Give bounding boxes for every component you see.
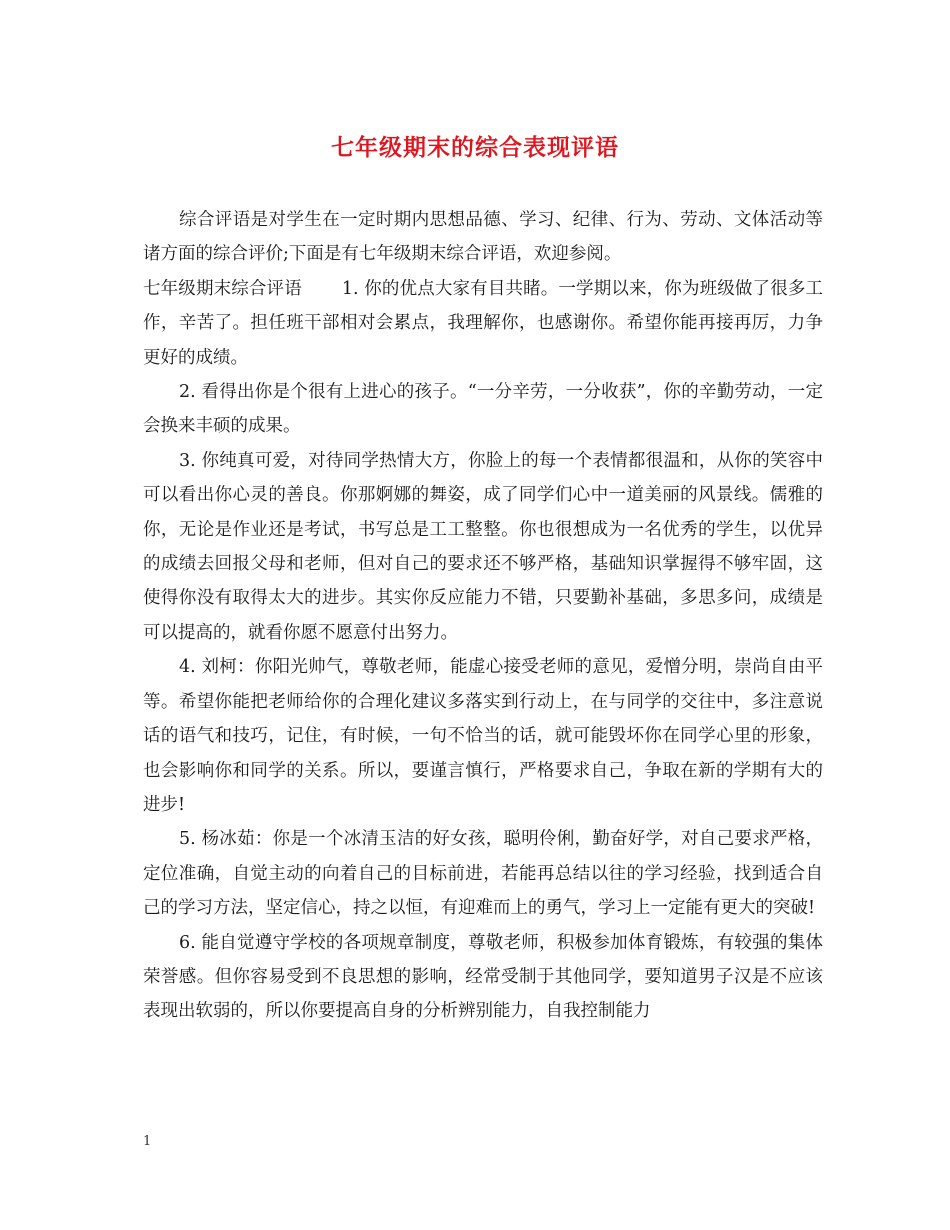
document-title: 七年级期末的综合表现评语 xyxy=(331,134,619,161)
document-body xyxy=(143,203,823,1029)
comment-item-2: 2. 看得出你是个很有上进心的孩子。“一分辛劳，一分收获”，你的辛勤劳动，一定会换来丰硕的成果。 xyxy=(143,382,823,437)
intro-paragraph: 综合评语是对学生在一定时期内思想品德、学习、纪律、行为、劳动、文体活动等诸方面的综合评价;下面是有七年级期末综合评语，欢迎参阅。 xyxy=(143,210,823,265)
comment-item-6: 6. 能自觉遵守学校的各项规章制度，尊敬老师，积极参加体育锻炼，有较强的集体荣誉感。但你容易受到不良思想的影响，经常受制于其他同学，要知道男子汉是不应该表现出软弱的，所以你要提高自身的分析辨别能力，自我控制能力 xyxy=(143,932,823,1022)
comment-item-4: 4. 刘柯：你阳光帅气，尊敬老师，能虚心接受老师的意见，爱憎分明，崇尚自由平等。希望你能把老师给你的合理化建议多落实到行动上，在与同学的交往中，多注意说话的语气和技巧，记住，有时候，一句不恰当的话，就可能毁坏你在同学心里的形象，也会影响你和同学的关系。所以，要谨言慎行，严格要求自己，争取在新的学期有大的进步! xyxy=(143,657,823,815)
comment-item-1: 1. 你的优点大家有目共睹。一学期以来，你为班级做了很多工作，辛苦了。担任班干部相对会累点，我理解你，也感谢你。希望你能再接再厉，力争更好的成绩。 xyxy=(143,278,824,368)
page-number: 1 xyxy=(143,1134,152,1149)
section-label: 七年级期末综合评语 xyxy=(143,278,302,299)
first-item-paragraph xyxy=(143,272,823,375)
comment-item-3: 3. 你纯真可爱，对待同学热情大方，你脸上的每一个表情都很温和，从你的笑容中可以看出你心灵的善良。你那婀娜的舞姿，成了同学们心中一道美丽的风景线。儒雅的你，无论是作业还是考试，书写总是工工整整。你也很想成为一名优秀的学生，以优异的成绩去回报父母和老师，但对自己的要求还不够严格，基础知识掌握得不够牢固，这使得你没有取得太大的进步。其实你反应能力不错，只要勤补基础，多思多问，成绩是可以提高的，就看你愿不愿意付出努力。 xyxy=(143,450,823,643)
comment-item-5: 5. 杨冰茹：你是一个冰清玉洁的好女孩，聪明伶俐，勤奋好学，对自己要求严格，定位准确，自觉主动的向着自己的目标前进，若能再总结以往的学习经验，找到适合自己的学习方法，坚定信心，持之以恒，有迎难而上的勇气，学习上一定能有更大的突破! xyxy=(143,829,823,919)
